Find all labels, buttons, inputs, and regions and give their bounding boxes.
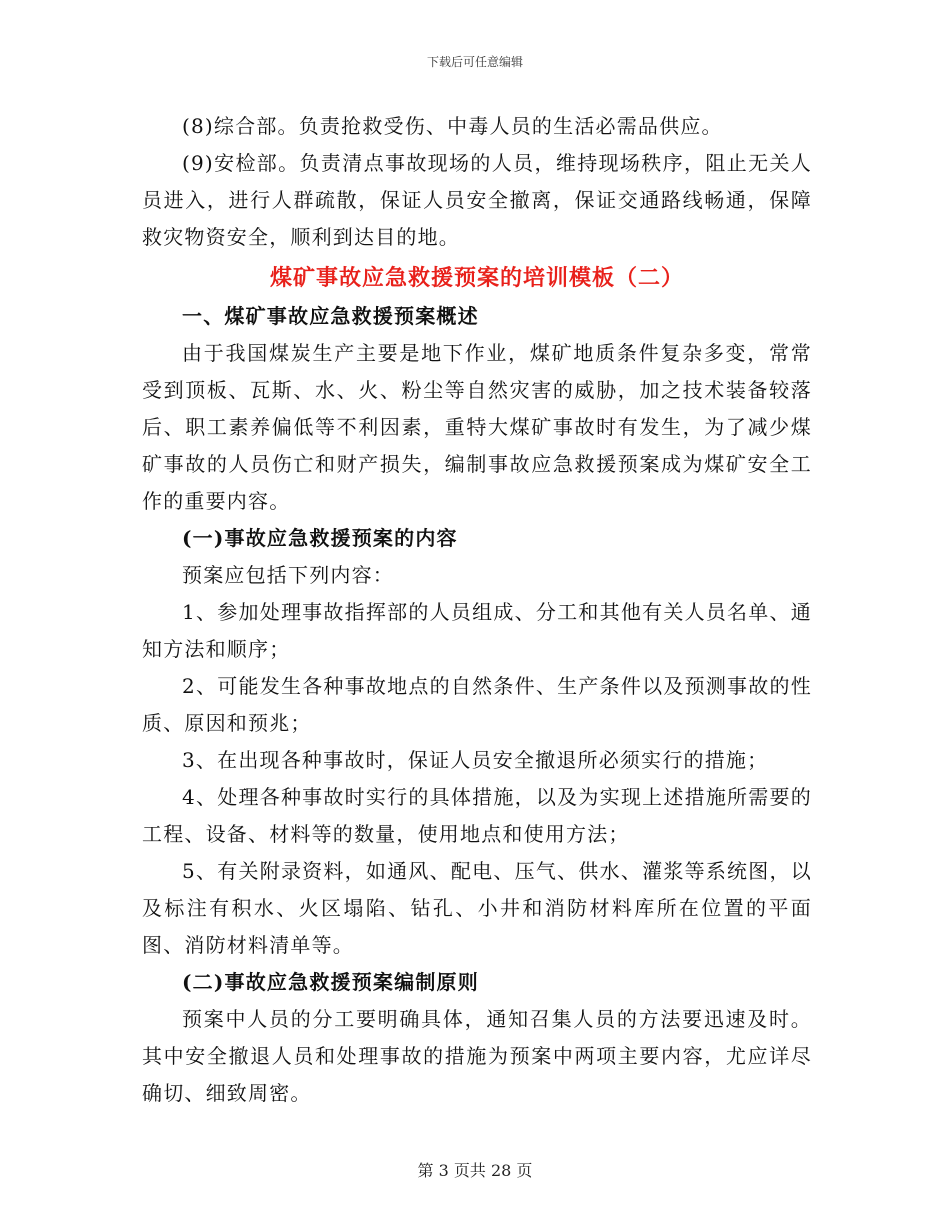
list-item-3: 3、在出现各种事故时，保证人员安全撤退所必须实行的措施；	[182, 748, 769, 772]
list-item-2: 2、可能发生各种事故地点的自然条件、生产条件以及预测事故的性质、原因和预兆；	[142, 674, 812, 735]
page-footer: 第 3 页共 28 页	[417, 1161, 533, 1180]
paragraph-plan-intro: 预案应包括下列内容：	[182, 563, 394, 587]
list-item-5: 5、有关附录资料，如通风、配电、压气、供水、灌浆等系统图，以及标注有积水、火区塌陷、钻孔、小井和消防材料库所在位置的平面图、消防材料清单等。	[142, 859, 812, 957]
paragraph-general-dept: (8)综合部。负责抢救受伤、中毒人员的生活必需品供应。	[182, 114, 723, 138]
list-item-1: 1、参加处理事故指挥部的人员组成、分工和其他有关人员名单、通知方法和顺序；	[142, 600, 812, 661]
page-header: 下载后可任意编辑	[426, 55, 523, 69]
subheading-principles: (二)事故应急救援预案编制原则	[182, 970, 479, 994]
paragraph-safety-dept: (9)安检部。负责清点事故现场的人员，维持现场秩序，阻止无关人员进入，进行人群疏散，保证人员安全撤离，保证交通路线畅通，保障救灾物资安全，顺利到达目的地。	[142, 151, 812, 249]
paragraph-principles: 预案中人员的分工要明确具体，通知召集人员的方法要迅速及时。其中安全撤退人员和处理事故的措施为预案中两项主要内容，尤应详尽确切、细致周密。	[142, 1007, 812, 1105]
document-title: 煤矿事故应急救援预案的培训模板（二）	[269, 265, 684, 291]
document-body	[142, 108, 812, 1112]
subheading-plan-content: (一)事故应急救援预案的内容	[182, 526, 458, 550]
section-heading-overview: 一、煤矿事故应急救援预案概述	[182, 304, 479, 328]
paragraph-overview: 由于我国煤炭生产主要是地下作业，煤矿地质条件复杂多变，常常受到顶板、瓦斯、水、火、粉尘等自然灾害的威胁，加之技术装备较落后、职工素养偏低等不利因素，重特大煤矿事故时有发生，为了减少煤矿事故的人员伤亡和财产损失，编制事故应急救援预案成为煤矿安全工作的重要内容。	[142, 341, 812, 513]
list-item-4: 4、处理各种事故时实行的具体措施，以及为实现上述措施所需要的工程、设备、材料等的数量，使用地点和使用方法；	[142, 785, 812, 846]
